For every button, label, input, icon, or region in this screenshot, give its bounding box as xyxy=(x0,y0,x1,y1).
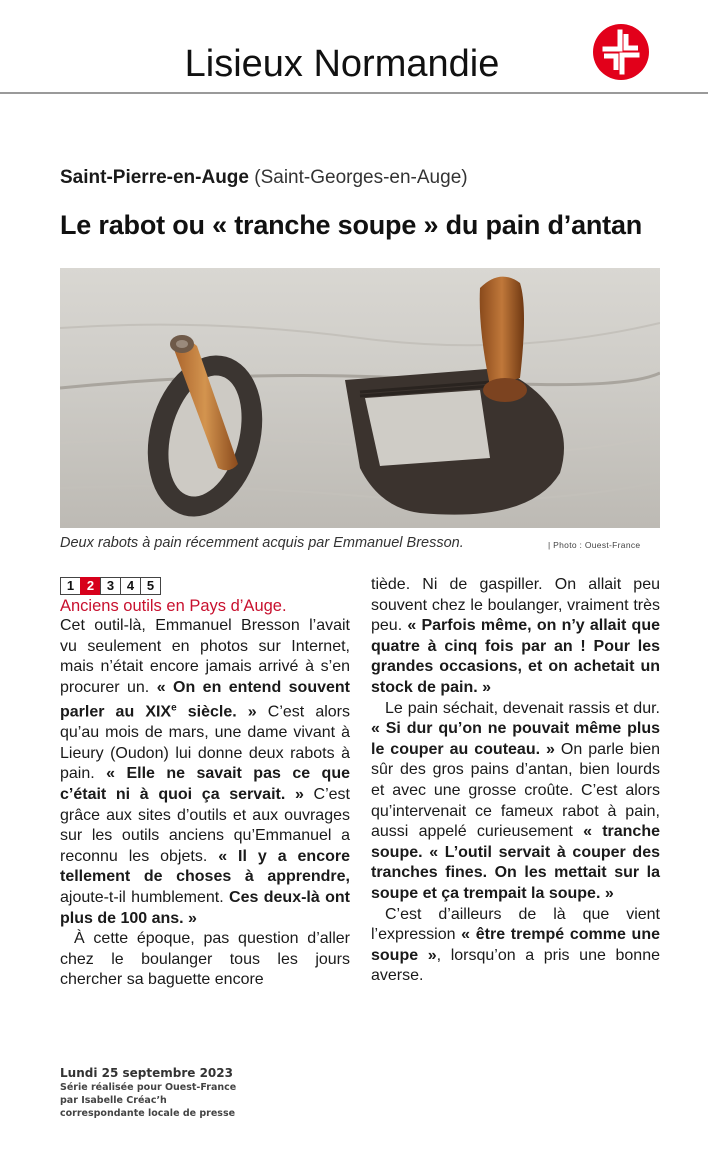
paragraph: tiède. Ni de gaspiller. On allait peu souvent chez le boulanger, vraiment très peu. « Parfois même, on n’y allait que quatre à cinq fois par an ! Pour les grandes occasions, et on achetait un stock de pain. » xyxy=(371,576,661,696)
article-photo xyxy=(60,268,660,528)
article-headline: Le rabot ou « tranche soupe » du pain d’antan xyxy=(60,210,643,240)
footer-credit-line: correspondante locale de presse xyxy=(60,1108,236,1119)
ouest-france-logo-icon xyxy=(592,23,650,81)
paragraph: Le pain séchait, devenait rassis et dur. « Si dur qu’on ne pouvait même plus le couper au couteau. » On parle bien sûr des gros pains d’antan, bien lourds et avec une grosse croûte. C’est alors qu’intervenait ce fameux rabot à pain, aussi appelé curieusement « tranche soupe. « L’outil servait à couper des tranches fines. On les mettait sur la soupe et ça trempait la soupe. » xyxy=(371,699,661,902)
publication-date: Lundi 25 septembre 2023 xyxy=(60,1066,233,1080)
series-pagination xyxy=(60,577,160,595)
section-title: Lisieux Normandie xyxy=(184,43,500,85)
footer-credit-line: Série réalisée pour Ouest-France xyxy=(60,1082,237,1093)
page-header xyxy=(0,0,708,94)
paragraph: Cet outil-là, Emmanuel Bresson l’avait vu seulement en photos sur Internet, mais n’était encore jamais arrivé à s’en procurer un. « On en entend souvent parler au XIXe siècle. » C’est alors qu’au mois de mars, une dame vivant à Lieury (Oudon) lui donne deux rabots à pain. « Elle ne savait pas ce que c’était ni à quoi ça servait. » C’est grâce aux sites d’outils et aux ouvrages sur les outils anciens qu’Emmanuel a reconnu les objets. « Il y a encore tellement de choses à apprendre, ajoute-t-il humblement. Ces deux-là ont plus de 100 ans. » xyxy=(60,617,351,927)
location-town: Saint-Pierre-en-Auge xyxy=(60,167,249,188)
article-column-2 xyxy=(371,575,660,987)
page-footer xyxy=(60,1065,236,1120)
series-item-active: 2 xyxy=(80,577,101,595)
article-location xyxy=(60,166,468,190)
series-item: 5 xyxy=(140,577,161,595)
header-divider xyxy=(0,92,708,94)
location-subtown: (Saint-Georges-en-Auge) xyxy=(254,167,468,188)
paragraph: C’est d’ailleurs de là que vient l’expression « être trempé comme une soupe », lorsqu’on a pris une bonne averse. xyxy=(371,905,660,985)
photo-credit: | Photo : Ouest-France xyxy=(548,540,641,550)
article-column-1 xyxy=(60,616,350,991)
series-item: 1 xyxy=(60,577,81,595)
article-kicker: Anciens outils en Pays d’Auge. xyxy=(60,597,287,615)
series-item: 3 xyxy=(100,577,121,595)
photo-caption: Deux rabots à pain récemment acquis par Emmanuel Bresson. xyxy=(60,535,464,551)
footer-credit-line: par Isabelle Créac’h xyxy=(60,1095,167,1106)
paragraph: À cette époque, pas question d’aller chez le boulanger tous les jours chercher sa baguette encore xyxy=(60,930,350,989)
series-item: 4 xyxy=(120,577,141,595)
